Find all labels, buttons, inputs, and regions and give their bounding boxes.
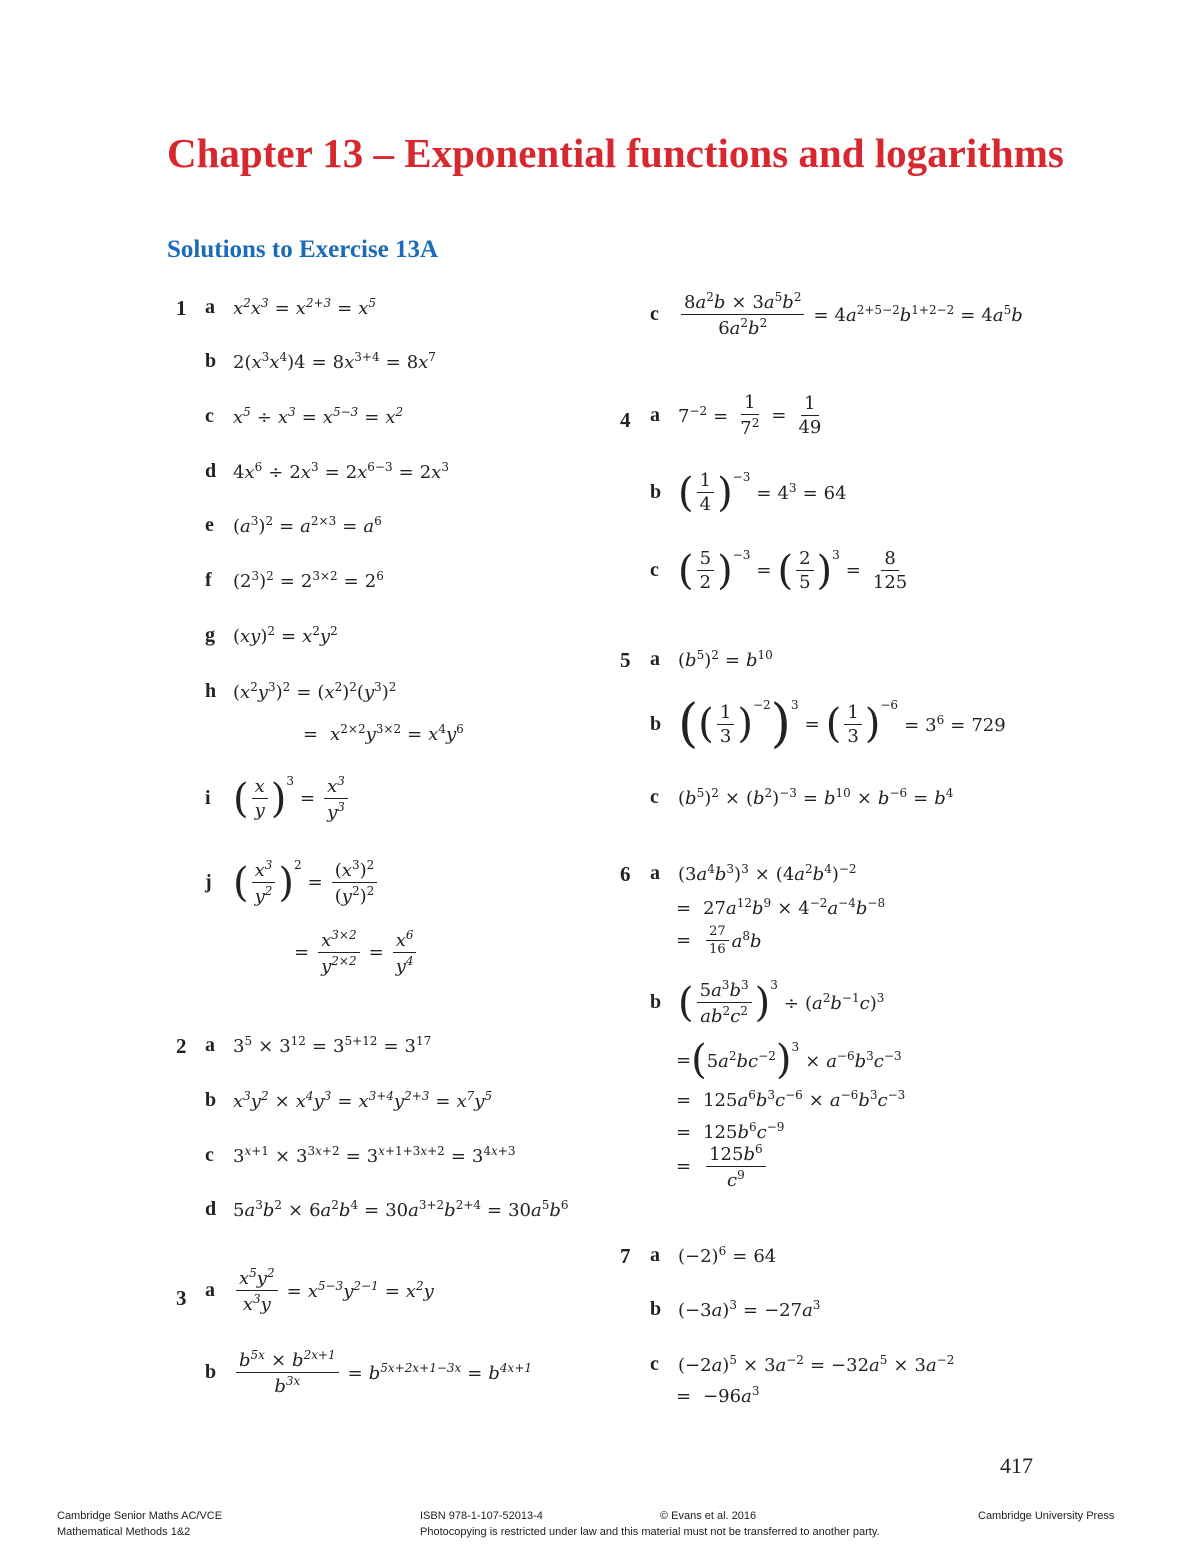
solution-1c: c $x^5 \div x^3 = x^{5-3} = x^2$ (205, 405, 404, 428)
solution-6b-line2: = ( $5a^2bc^{-2}$ ) $^3$ × $a^{-6}b^3c^{-3}$ (676, 1037, 902, 1083)
question-number: 1 (176, 296, 187, 320)
solution-4c: c ( $\frac{5}{2}$ ) $^{-3}$ = ( $\frac{2}{5}$ ) $^3$ = $\frac{8}{125}$ (650, 547, 908, 594)
solution-6a: a $(3a^4b^3)^3 \times (4a^2b^4)^{-2}$ (650, 862, 857, 885)
solution-5c: c $(b^5)^2 \times (b^2)^{-3} = b^{10} \times b^{-6} = b^4$ (650, 786, 954, 809)
solution-7c: c $(-2a)^5 \times 3a^{-2} = -32a^5 \times 3a^{-2}$ (650, 1353, 955, 1376)
question-number: 4 (620, 408, 631, 432)
section-title: Solutions to Exercise 13A (167, 236, 439, 263)
question-number: 5 (620, 648, 631, 672)
solution-2a: a $3^5 \times 3^{12} = 3^{5+12} = 3^{17}$ (205, 1034, 432, 1057)
solution-5a: a $(b^5)^2 = b^{10}$ (650, 648, 773, 671)
chapter-title: Chapter 13 – Exponential functions and logarithms (167, 130, 1064, 176)
solution-6a-line3: = $\frac{27}{16}$ $a^8b$ (676, 924, 762, 957)
solution-1e: e $(a^3)^2 = a^{2\times 3} = a^6$ (205, 514, 382, 537)
solution-3c: c $\frac{8a^2b \times 3a^5b^2}{6a^2b^2}$ = $4a^{2+5-2}b^{1+2-2} = 4a^5b$ (650, 290, 1023, 339)
solution-7a: a $(-2)^6 = 64$ (650, 1244, 777, 1267)
footer-isbn: ISBN 978-1-107-52013-4 (420, 1510, 543, 1522)
solution-5b: b ( ( $\frac{1}{3}$ ) $^{-2}$ ) $^3$ = ( $\frac{1}{3}$ ) $^{-6}$ = $3^6 = 729$ (650, 694, 1006, 754)
solution-1a: a $x^2x^3 = x^{2+3} = x^5$ (205, 296, 377, 319)
footer-book-title: Mathematical Methods 1&2 (57, 1526, 191, 1538)
solution-2c: c $3^{x+1} \times 3^{3x+2} = 3^{x+1+3x+2} = 3^{4x+3}$ (205, 1144, 516, 1167)
solution-4a: a $7^{-2}$ = $\frac{1}{7^2}$ = $\frac{1}{49}$ (650, 392, 822, 439)
solution-7c-line2: = $-96a^3$ (676, 1384, 760, 1407)
solution-3b: b $\frac{b^{5x} \times b^{2x+1}}{b^{3x}}$ = $b^{5x+2x+1-3x} = b^{4x+1}$ (205, 1348, 533, 1397)
solution-3a: a $\frac{x^5y^2}{x^3y}$ = $x^{5-3}y^{2-1} = x^2y$ (205, 1266, 434, 1315)
solution-1j: j ( $\frac{x^3}{y^2}$ ) $^2$ = $\frac{(x^3)^2}{(y^2)^2}$ (205, 858, 380, 907)
solution-4b: b ( $\frac{1}{4}$ ) $^{-3}$ = $4^3 = 64$ (650, 469, 847, 516)
solution-7b: b $(-3a)^3 = -27a^3$ (650, 1298, 821, 1321)
footer-copyright: © Evans et al. 2016 (660, 1510, 757, 1522)
question-number: 3 (176, 1286, 187, 1310)
solution-1h-line2: = $x^{2\times 2}y^{3\times 2} = x^4y^6$ (303, 722, 464, 745)
solution-6b-line4: = $125b^6c^{-9}$ (676, 1120, 785, 1143)
question-number: 7 (620, 1244, 631, 1268)
footer-notice: Photocopying is restricted under law and this material must not be transferred to another party. (420, 1526, 880, 1538)
solution-1d: d $4x^6 \div 2x^3 = 2x^{6-3} = 2x^3$ (205, 460, 449, 483)
solution-1i: i ( $\frac{x}{y}$ ) $^3$ = $\frac{x^3}{y^3}$ (205, 774, 351, 823)
solution-6a-line2: = $27a^{12}b^9 \times 4^{-2}a^{-4}b^{-8}$ (676, 896, 886, 919)
solution-1j-line2: = $\frac{x^{3\times 2}}{y^{2\times 2}}$ = $\frac{x^6}{y^4}$ (288, 928, 420, 977)
footer-book-series: Cambridge Senior Maths AC/VCE (57, 1510, 223, 1522)
solution-1h: h $(x^2y^3)^2 = (x^2)^2(y^3)^2$ (205, 680, 397, 703)
solution-6b-line5: = $\frac{125b^6}{c^9}$ (676, 1142, 769, 1191)
solution-2d: d $5a^3b^2 \times 6a^2b^4 = 30a^{3+2}b^{2+4} = 30a^5b^6$ (205, 1198, 569, 1221)
solution-2b: b $x^3y^2 \times x^4y^3 = x^{3+4}y^{2+3} = x^7y^5$ (205, 1089, 493, 1112)
solution-1b: b $2(x^3x^4)4 = 8x^{3+4} = 8x^7$ (205, 350, 436, 373)
question-number: 2 (176, 1034, 187, 1058)
solution-1f: f $(2^3)^2 = 2^{3\times 2} = 2^6$ (205, 569, 384, 592)
solution-1g: g $(xy)^2 = x^2y^2$ (205, 624, 338, 647)
page-number: 417 (1000, 1453, 1033, 1478)
footer-publisher: Cambridge University Press (978, 1510, 1115, 1522)
question-number: 6 (620, 862, 631, 886)
solution-6b-line3: = $125a^6b^3c^{-6} \times a^{-6}b^3c^{-3}$ (676, 1088, 906, 1111)
solution-6b: b ( $\frac{5a^3b^3}{ab^2c^2}$ ) $^3$ ÷ $(a^2b^{-1}c)^3$ (650, 978, 885, 1027)
